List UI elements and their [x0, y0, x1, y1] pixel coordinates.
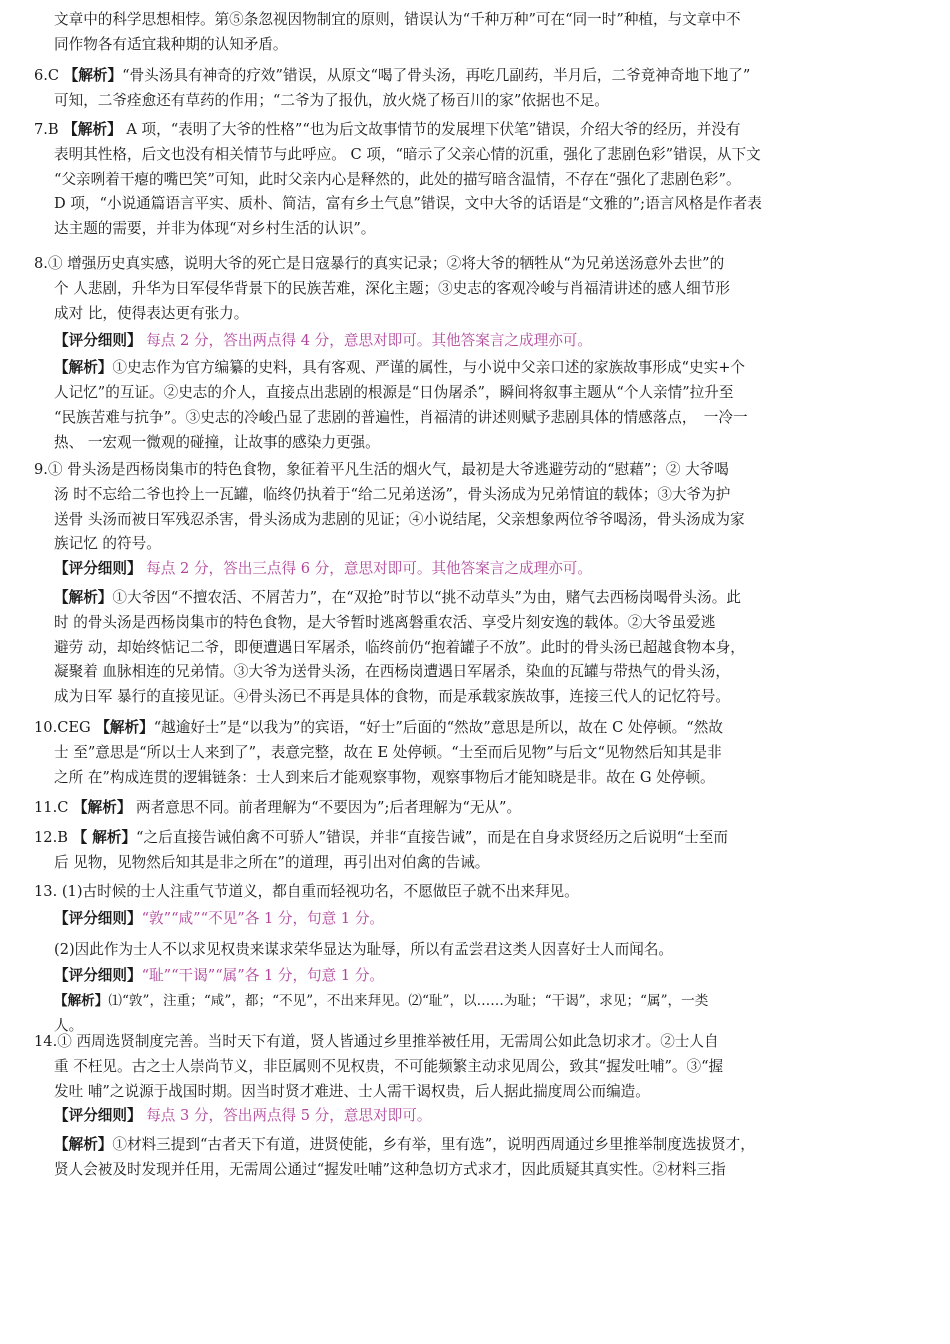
intro-paragraph [34, 8, 916, 58]
text-segment: “骨头汤具有神奇的疗效”错误，从原文“喝了骨头汤，再吃几副药，半月后，二爷竟神奇地下地了” [122, 67, 751, 84]
score-rubric [34, 329, 916, 354]
text-line: 后 见物，见物然后知其是非之所在”的道理，再引出对伯禽的告诫。 [54, 853, 490, 871]
text-line: 之所 在”构成连贯的逻辑链条：士人到来后才能观察事物，观察事物后才能知晓是非。故在 G 处停顿。 [54, 768, 715, 786]
score-text: “耻”“干谒”“属”各 1 分，句意 1 分。 [141, 967, 385, 985]
answer-number: 10.CEG [34, 719, 91, 736]
answer-11 [34, 796, 916, 821]
score-text: 每点 2 分，答出两点得 4 分，意思对即可。其他答案言之成理亦可。 [141, 332, 592, 350]
text-line: “民族苦难与抗争”。③史志的冷峻凸显了悲剧的普遍性，肖福清的讲述则赋予悲剧具体的情感落点， 一冷一 [54, 408, 748, 426]
answer-7 [34, 118, 916, 242]
text-segment: 两者意思不同。前者理解为“不要因为”;后者理解为“无从”。 [131, 799, 522, 816]
text-line: D 项，“小说通篇语言平实、质朴、简洁，富有乡土气息”错误，文中大爷的话语是“文雅的”;语言风格是作者表 [54, 195, 762, 213]
text-segment: ①史志作为官方编纂的史料，具有客观、严谨的属性，与小说中父亲口述的家族故事形成“史实+个 [112, 359, 746, 377]
answer-number: 13. [34, 883, 58, 900]
answer-13 [34, 880, 916, 1039]
text-segment: ①材料三提到“古者天下有道，进贤使能，乡有举，里有选”，说明西周通过乡里推举制度选拔贤才， [112, 1136, 755, 1154]
text-segment: ⑴“敦”，注重；“咸”，都；“不见”，不出来拜见。⑵“耻”，以……为耻；“干谒”，求见；“属”，一类 [108, 993, 709, 1010]
answer-number: 11.C [34, 799, 69, 816]
answer-8-line [34, 252, 916, 277]
text-line: 成对 比，使得表达更有张力。 [54, 304, 249, 322]
score-text: 每点 2 分，答出三点得 6 分，意思对即可。其他答案言之成理亦可。 [141, 560, 592, 578]
analysis-tag: 【解析】 [63, 67, 123, 84]
text-segment: A 项，“表明了大爷的性格”“也为后文故事情节的发展埋下伏笔”错误，介绍大爷的经历，并没有 [121, 121, 741, 138]
text-line: “父亲咧着干瘪的嘴巴笑”可知，此时父亲内心是释然的，此处的描写暗含温情，不存在“强化了悲剧色彩”。 [54, 170, 741, 188]
answer-13-line [34, 880, 916, 905]
text-line: 同作物各有适宜栽种期的认知矛盾。 [54, 35, 288, 53]
analysis-tag: 【解析】 [54, 1136, 113, 1154]
score-tag: 【评分细则】 [54, 967, 142, 985]
answer-9 [34, 458, 916, 710]
answer-10 [34, 716, 916, 790]
answer-8 [34, 252, 916, 455]
answer-12-line [34, 826, 916, 851]
analysis-line [34, 356, 916, 381]
score-rubric [34, 557, 916, 582]
answer-14 [34, 1030, 916, 1183]
text-line: 可知，二爷痊愈还有草药的作用；“二爷为了报仇，放火烧了杨百川的家”依据也不足。 [54, 91, 609, 109]
text-line: 贤人会被及时发现并任用，无需周公通过“握发吐哺”这种急切方式求才，因此质疑其真实性。②材料三指 [54, 1160, 726, 1178]
answer-10-line [34, 716, 916, 741]
analysis-tag: 【 解析】 [72, 829, 137, 846]
text-line: 时 的骨头汤是西杨岗集市的特色食物，是大爷暂时逃离磐重农活、享受片刻安逸的载体。②大爷虽爱逃 [54, 613, 716, 631]
answer-14-line [34, 1030, 916, 1055]
answer-6 [34, 64, 916, 114]
text-line: 个 人悲剧，升华为日军侵华背景下的民族苦难，深化主题；③史志的客观冷峻与肖福清讲述的感人细节形 [54, 279, 730, 297]
score-tag: 【评分细则】 [54, 332, 142, 350]
score-rubric [34, 1104, 916, 1129]
text-segment: ① 西周选贤制度完善。当时天下有道，贤人皆通过乡里推举被任用，无需周公如此急切求才。②士人自 [57, 1033, 719, 1050]
text-segment: “之后直接告诫伯禽不可骄人”错误，并非“直接告诫”，而是在自身求贤经历之后说明“士至而 [136, 829, 728, 846]
score-rubric [34, 964, 916, 989]
text-line: 送骨 头汤而被日军残忍杀害，骨头汤成为悲剧的见证；④小说结尾，父亲想象两位爷爷喝汤，骨头汤成为家 [54, 510, 745, 528]
answer-9-line [34, 458, 916, 483]
score-rubric [34, 907, 916, 932]
analysis-tag: 【解析】 [73, 799, 132, 816]
text-line: 成为日军 暴行的直接见证。④骨头汤已不再是具体的食物，而是承载家族故事，连接三代人的记忆符号。 [54, 688, 730, 706]
answer-6-line [34, 64, 916, 89]
text-line: 士 至”意思是“所以士人来到了”，表意完整，故在 E 处停顿。“士至而后见物”与后文“见物然后知其是非 [54, 743, 722, 761]
analysis-line [34, 586, 916, 611]
analysis-tag: 【解析】 [54, 993, 109, 1010]
text-line: 凝聚着 血脉相连的兄弟情。③大爷为送骨头汤，在西杨岗遭遇日军屠杀，染血的瓦罐与带热气的骨头汤， [54, 663, 730, 681]
text-segment: ① 骨头汤是西杨岗集市的特色食物，象征着平凡生活的烟火气，最初是大爷逃避劳动的“慰藉”；② 大爷喝 [47, 461, 729, 478]
text-segment: “越逾好士”是“以我为”的宾语，“好士”后面的“然故”意思是所以，故在 C 处停顿。“然故 [153, 719, 723, 736]
text-segment: ①大爷因“不擅农活、不屑苦力”，在“双抢”时节以“挑不动草头”为由，赌气去西杨岗喝骨头汤。此 [112, 588, 741, 606]
text-line: 重 不枉见。古之士人崇尚节义，非臣属则不见权贵，不可能频繁主动求见周公，致其“握发吐哺”。③“握 [54, 1057, 724, 1075]
text-line: 文章中的科学思想相悖。第⑤条忽视因物制宜的原则，错误认为“千种万种”可在“同一时”种植，与文章中不 [54, 11, 741, 28]
text-line: 汤 时不忘给二爷也拎上一瓦罐，临终仍执着于“给二兄弟送汤”，骨头汤成为兄弟情谊的载体；③大爷为护 [54, 485, 731, 503]
score-tag: 【评分细则】 [54, 1107, 142, 1125]
score-text: 每点 3 分，答出两点得 5 分，意思对即可。 [141, 1107, 432, 1125]
text-line: 人。 [54, 1016, 84, 1034]
analysis-tag: 【解析】 [63, 121, 122, 138]
analysis-tag: 【解析】 [95, 719, 154, 736]
text-line: (2)因此作为士人不以求见权贵来谋求荣华显达为耻辱，所以有孟尝君这类人因喜好士人而闻名。 [54, 940, 674, 958]
analysis-tag: 【解析】 [54, 588, 113, 606]
answer-number: 7.B [34, 121, 59, 138]
text-line: 人记忆”的互证。②史志的介人，直接点出悲剧的根源是“日伪屠杀”，瞬间将叙事主题从“个人亲情”拉升至 [54, 383, 734, 401]
answer-number: 14. [34, 1033, 58, 1050]
text-segment: (1)古时候的士人注重气节道义，都自重而轻视功名，不愿做臣子就不出来拜见。 [61, 883, 579, 900]
analysis-line [34, 1133, 916, 1158]
answer-number: 8. [34, 255, 48, 272]
text-line: 族记忆 的符号。 [54, 535, 161, 553]
text-line: 避劳 动，却始终惦记二爷，即便遭遇日军屠杀，临终前仍“抱着罐子不放”。此时的骨头汤已超越食物本身， [54, 638, 745, 656]
analysis-tag: 【解析】 [54, 359, 113, 377]
text-line: 表明其性格，后文也没有相关情节与此呼应。 C 项，“暗示了父亲心情的沉重，强化了悲剧色彩”错误，从下文 [54, 145, 761, 163]
text-segment: ① 增强历史真实感，说明大爷的死亡是日寇暴行的真实记录；②将大爷的牺牲从“为兄弟送汤意外去世”的 [47, 255, 725, 272]
answer-number: 6.C [34, 67, 60, 84]
text-line: 达主题的需要，并非为体现“对乡村生活的认识”。 [54, 220, 376, 238]
answer-7-line [34, 118, 916, 143]
answer-12 [34, 826, 916, 876]
score-text: “敦”“咸”“不见”各 1 分，句意 1 分。 [141, 909, 385, 927]
text-line: 发吐 哺”之说源于战国时期。因当时贤才难进、士人需干谒权贵，后人据此揣度周公而编造。 [54, 1082, 650, 1100]
answer-number: 12.B [34, 829, 68, 846]
score-tag: 【评分细则】 [54, 560, 142, 578]
answer-11-line [34, 796, 916, 821]
answer-number: 9. [34, 461, 48, 478]
analysis-line [34, 989, 916, 1014]
score-tag: 【评分细则】 [54, 909, 142, 927]
text-line: 热、 一宏观一微观的碰撞，让故事的感染力更强。 [54, 433, 380, 451]
